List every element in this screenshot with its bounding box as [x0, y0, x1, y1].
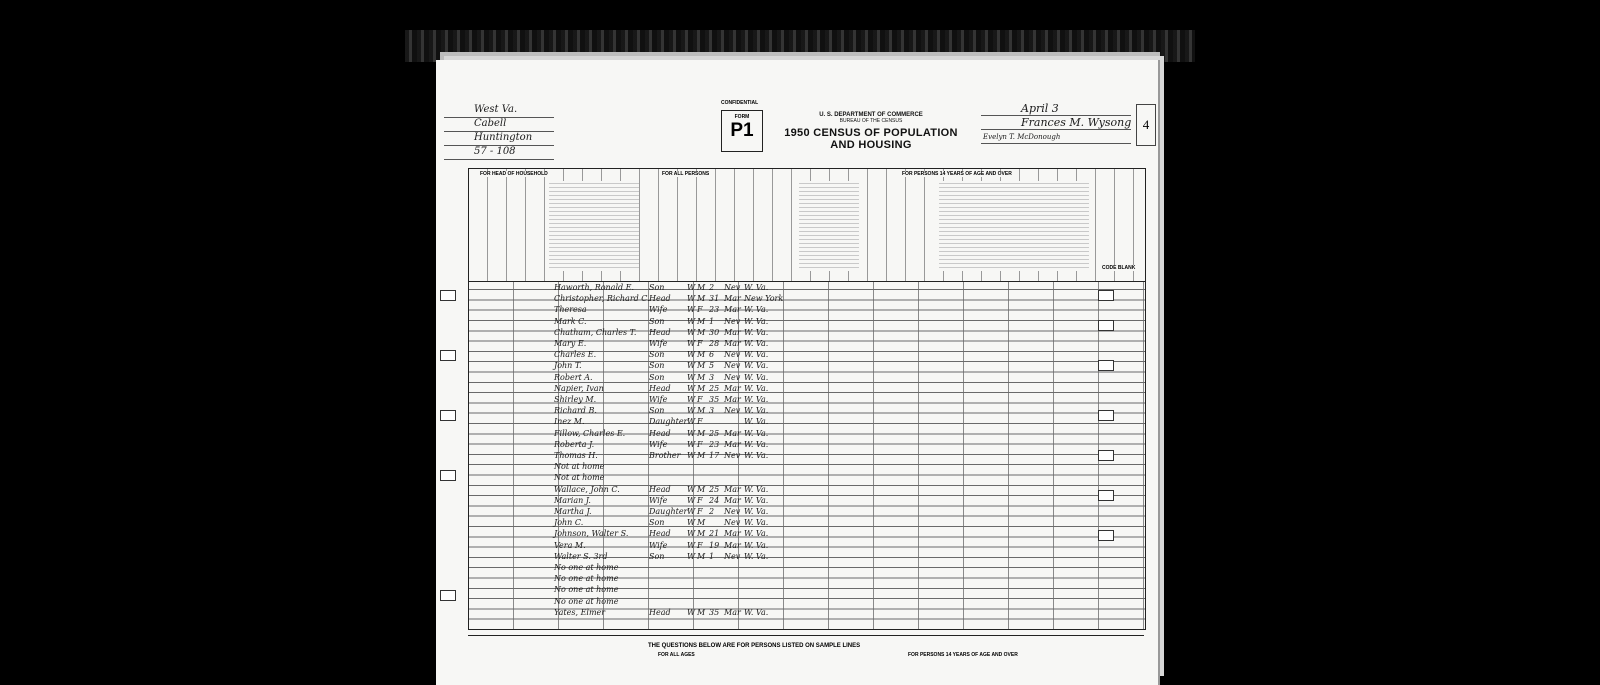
cell-sex: F [697, 339, 703, 348]
table-row [469, 373, 1145, 383]
state-value: West Va. [474, 104, 518, 115]
cell-sex: M [697, 350, 706, 360]
cell-ms: Mar [724, 383, 741, 393]
cell-name: John C. [554, 518, 584, 528]
cell-age: 28 [709, 339, 720, 348]
cell-bp: W. Va. [744, 607, 769, 617]
location-header [444, 104, 554, 160]
enumeration-date: April 3 [1021, 102, 1059, 115]
table-row [469, 429, 1145, 439]
cell-name: Walter S. 3rd [554, 551, 608, 561]
cell-sex: M [697, 316, 706, 326]
cell-bp: W. Va. [744, 339, 769, 348]
cell-rel: Son [649, 372, 665, 382]
cell-ms: Mar [724, 339, 741, 348]
page-title: 1950 CENSUS OF POPULATION AND HOUSING [784, 127, 958, 151]
cell-name: Mark C. [554, 316, 587, 326]
cell-race: W [687, 540, 696, 550]
cell-ms: Nev [724, 507, 741, 516]
cell-sex: F [697, 507, 703, 516]
cell-ms: Mar [724, 439, 741, 449]
cell-sex: M [697, 372, 706, 382]
cell-rel: Son [649, 406, 665, 416]
cell-age: 2 [709, 507, 715, 516]
cell-age: 23 [709, 439, 720, 449]
cell-race: W [687, 551, 696, 561]
cell-bp: W. Va. [744, 406, 769, 416]
cell-rel: Head [649, 529, 671, 539]
table-row [469, 283, 1145, 293]
cell-rel: Head [649, 484, 671, 494]
cell-race: W [687, 607, 696, 617]
census-table [468, 168, 1146, 630]
cell-ms: Mar [724, 529, 741, 539]
cell-sex: M [697, 529, 706, 539]
table-row [469, 507, 1145, 517]
sample-lines-section [468, 635, 1144, 685]
cell-race: W [687, 495, 696, 505]
cell-age: 1 [709, 551, 715, 561]
cell-ms: Nev [724, 316, 741, 326]
cell-rel: Wife [649, 305, 668, 315]
table-row [469, 339, 1145, 349]
cell-rel: Wife [649, 540, 668, 550]
cell-rel: Daughter [649, 417, 688, 427]
cell-bp: W. Va. [744, 507, 769, 516]
cell-age: 21 [709, 529, 720, 539]
cell-name: Napier, Ivan [554, 383, 604, 393]
ed-number: 57 - 108 [474, 146, 516, 157]
cell-bp: W. Va. [744, 540, 769, 550]
cell-race: W [687, 428, 696, 438]
cell-bp: W. Va. [744, 451, 769, 460]
cell-name: Roberta J. [554, 439, 595, 449]
cell-sex: M [697, 283, 706, 292]
cell-race: W [687, 395, 696, 404]
census-sheet [436, 60, 1158, 685]
table-row [469, 552, 1145, 562]
cell-race: W [687, 283, 696, 292]
cell-ms: Mar [724, 540, 741, 550]
cell-ms: Nev [724, 406, 741, 416]
header-fineprint [799, 181, 859, 271]
cell-age: 25 [709, 383, 720, 393]
table-row [469, 440, 1145, 450]
cell-sex: F [697, 305, 703, 315]
cell-ms: Nev [724, 518, 741, 528]
form-id-box [721, 110, 763, 152]
cell-bp: W. Va. [744, 428, 769, 438]
cell-rel: Wife [649, 495, 668, 505]
cell-name: Inez M. [554, 417, 585, 427]
cell-sex: M [697, 484, 706, 494]
cell-name: Charles E. [554, 350, 597, 360]
cell-ms: Nev [724, 350, 741, 360]
cell-age: 23 [709, 305, 720, 315]
cell-name: Chatham, Charles T. [554, 327, 637, 337]
cell-age: 17 [709, 451, 720, 460]
cell-name: Johnson, Walter S. [554, 529, 629, 539]
cell-ms: Mar [724, 305, 741, 315]
sample-lines-title: THE QUESTIONS BELOW ARE FOR PERSONS LISTED ON SAMPLE LINES [648, 643, 861, 649]
cell-sex: F [697, 417, 703, 427]
cell-age: 31 [709, 294, 720, 304]
margin-tab [1098, 320, 1114, 331]
cell-sex: F [697, 495, 703, 505]
table-row [469, 496, 1145, 506]
right-margin-tabs [1098, 290, 1122, 590]
confidential-label: CONFIDENTIAL [721, 100, 759, 106]
cell-name: Robert A. [554, 372, 593, 382]
cell-rel: Son [649, 350, 665, 360]
cell-rel: Wife [649, 395, 668, 404]
cell-race: W [687, 439, 696, 449]
cell-name: Fillow, Charles E. [554, 428, 626, 438]
cell-name: No one at home [554, 563, 619, 572]
table-row [469, 294, 1145, 304]
left-margin-tabs [440, 290, 464, 610]
cell-race: W [687, 350, 696, 360]
cell-bp: W. Va. [744, 495, 769, 505]
cell-age: 5 [709, 361, 715, 371]
cell-sex: M [697, 361, 706, 371]
cell-race: W [687, 518, 696, 528]
form-code: P1 [730, 120, 754, 141]
cell-rel: Wife [649, 439, 668, 449]
table-row [469, 361, 1145, 371]
cell-name: No one at home [554, 585, 619, 595]
cell-name: Vera M. [554, 540, 586, 550]
cell-sex: M [697, 327, 706, 337]
cell-name: Christopher, Richard C. [554, 294, 650, 304]
cell-sex: M [697, 383, 706, 393]
bureau-label: BUREAU OF THE CENSUS [839, 118, 903, 124]
enumerator-header [981, 102, 1131, 144]
table-row [469, 417, 1145, 427]
section-all-persons: FOR ALL PERSONS [659, 171, 712, 177]
cell-age: 35 [709, 395, 720, 404]
cell-rel: Wife [649, 339, 668, 348]
cell-age: 2 [709, 283, 715, 292]
cell-rel: Son [649, 551, 665, 561]
header-fineprint [939, 181, 1089, 271]
cell-rel: Head [649, 327, 671, 337]
cell-rel: Brother [649, 451, 681, 460]
cell-name: Theresa [554, 305, 587, 315]
cell-bp: W. Va. [744, 551, 769, 561]
cell-race: W [687, 507, 696, 516]
cell-sex: M [697, 607, 706, 617]
cell-sex: F [697, 540, 703, 550]
table-row [469, 317, 1145, 327]
cell-name: Martha J. [554, 507, 592, 516]
table-row [469, 597, 1145, 607]
cell-bp: W. Va. [744, 395, 769, 404]
label-all-ages: FOR ALL AGES [658, 652, 695, 658]
cell-sex: M [697, 518, 706, 528]
cell-age: 25 [709, 428, 720, 438]
margin-tab [440, 350, 456, 361]
cell-bp: W. Va. [744, 316, 769, 326]
table-row [469, 305, 1145, 315]
cell-ms: Mar [724, 484, 741, 494]
cell-age: 35 [709, 607, 720, 617]
cell-bp: W. Va. [744, 372, 769, 382]
cell-sex: M [697, 428, 706, 438]
cell-bp: W. Va. [744, 361, 769, 371]
cell-ms: Nev [724, 372, 741, 382]
cell-ms: Nev [724, 283, 741, 292]
cell-name: Wallace, John C. [554, 484, 620, 494]
cell-name: No one at home [554, 596, 619, 606]
cell-age: 1 [709, 316, 715, 326]
form-label: FORM [734, 114, 750, 120]
cell-ms: Mar [724, 607, 741, 617]
cell-race: W [687, 327, 696, 337]
cell-race: W [687, 451, 696, 460]
cell-bp: W. Va. [744, 529, 769, 539]
supervisor-name: Evelyn T. McDonough [983, 133, 1061, 141]
cell-age: 24 [709, 495, 720, 505]
cell-bp: W. Va. [744, 327, 769, 337]
cell-sex: F [697, 395, 703, 404]
cell-name: Not at home [554, 462, 605, 472]
table-row [469, 451, 1145, 461]
table-header [469, 169, 1145, 282]
cell-sex: F [697, 439, 703, 449]
cell-race: W [687, 339, 696, 348]
header-fineprint [549, 181, 639, 271]
cell-rel: Head [649, 607, 671, 617]
margin-tab [1098, 490, 1114, 501]
cell-name: Richard B. [554, 406, 597, 416]
cell-sex: M [697, 551, 706, 561]
table-row [469, 563, 1145, 573]
cell-rel: Son [649, 361, 665, 371]
cell-ms: Mar [724, 327, 741, 337]
margin-tab [1098, 410, 1114, 421]
cell-sex: M [697, 406, 706, 416]
margin-tab [1098, 530, 1114, 541]
cell-race: W [687, 294, 696, 304]
cell-age: 30 [709, 327, 720, 337]
margin-tab [440, 290, 456, 301]
margin-tab [440, 470, 456, 481]
cell-rel: Daughter [649, 507, 688, 516]
table-row [469, 395, 1145, 405]
table-row [469, 518, 1145, 528]
department-label: U. S. DEPARTMENT OF COMMERCE [819, 112, 923, 118]
cell-bp: W. Va. [744, 484, 769, 494]
cell-bp: W. Va. [744, 383, 769, 393]
census-title-block [771, 112, 971, 151]
cell-bp: W. Va. [744, 305, 769, 315]
cell-rel: Son [649, 518, 665, 528]
cell-bp: W. Va. [744, 417, 769, 427]
cell-race: W [687, 484, 696, 494]
table-row [469, 608, 1145, 618]
cell-race: W [687, 529, 696, 539]
table-row [469, 574, 1145, 584]
cell-rel: Head [649, 428, 671, 438]
label-age14: FOR PERSONS 14 YEARS OF AGE AND OVER [908, 652, 1018, 658]
cell-ms: Mar [724, 495, 741, 505]
cell-race: W [687, 305, 696, 315]
enumerator-name: Frances M. Wysong [1021, 116, 1132, 129]
place-value: Huntington [474, 132, 533, 143]
cell-race: W [687, 417, 696, 427]
cell-ms: Mar [724, 428, 741, 438]
cell-name: Marian J. [554, 495, 591, 505]
table-row [469, 529, 1145, 539]
section-age14: FOR PERSONS 14 YEARS OF AGE AND OVER [899, 171, 1015, 177]
cell-name: Mary E. [554, 339, 587, 348]
cell-bp: W. Va. [744, 283, 769, 292]
table-row [469, 406, 1145, 416]
cell-ms: Mar [724, 395, 741, 404]
cell-name: Shirley M. [554, 395, 597, 404]
cell-ms: Nev [724, 361, 741, 371]
cell-race: W [687, 406, 696, 416]
table-row [469, 462, 1145, 472]
margin-tab [1098, 360, 1114, 371]
section-household: FOR HEAD OF HOUSEHOLD [477, 171, 551, 177]
table-row [469, 485, 1145, 495]
county-value: Cabell [474, 118, 507, 129]
cell-ms: Nev [724, 451, 741, 460]
cell-bp: W. Va. [744, 518, 769, 528]
cell-age: 19 [709, 540, 720, 550]
cell-race: W [687, 316, 696, 326]
cell-rel: Son [649, 283, 665, 292]
margin-tab [440, 590, 456, 601]
sheet-number: 4 [1136, 104, 1156, 146]
cell-name: John T. [554, 361, 582, 371]
cell-age: 25 [709, 484, 720, 494]
cell-name: Yates, Elmer [554, 607, 606, 617]
cell-race: W [687, 383, 696, 393]
cell-age: 3 [709, 372, 715, 382]
cell-rel: Head [649, 383, 671, 393]
cell-age: 6 [709, 350, 715, 360]
table-row [469, 384, 1145, 394]
cell-name: Thomas H. [554, 451, 598, 460]
section-code-blank: CODE BLANK [1099, 265, 1138, 271]
cell-bp: New York [744, 294, 784, 304]
cell-name: Not at home [554, 473, 605, 483]
table-row [469, 541, 1145, 551]
cell-race: W [687, 361, 696, 371]
table-row [469, 328, 1145, 338]
cell-ms: Nev [724, 551, 741, 561]
cell-age: 3 [709, 406, 715, 416]
cell-sex: M [697, 451, 706, 460]
cell-name: Haworth, Ronald E. [554, 283, 635, 292]
cell-sex: M [697, 294, 706, 304]
table-row [469, 473, 1145, 483]
margin-tab [440, 410, 456, 421]
cell-rel: Son [649, 316, 665, 326]
margin-tab [1098, 450, 1114, 461]
cell-ms: Mar [724, 294, 741, 304]
cell-rel: Head [649, 294, 671, 304]
cell-name: No one at home [554, 574, 619, 584]
table-row [469, 585, 1145, 595]
cell-race: W [687, 372, 696, 382]
margin-tab [1098, 290, 1114, 301]
cell-bp: W. Va. [744, 350, 769, 360]
cell-bp: W. Va. [744, 439, 769, 449]
table-row [469, 350, 1145, 360]
